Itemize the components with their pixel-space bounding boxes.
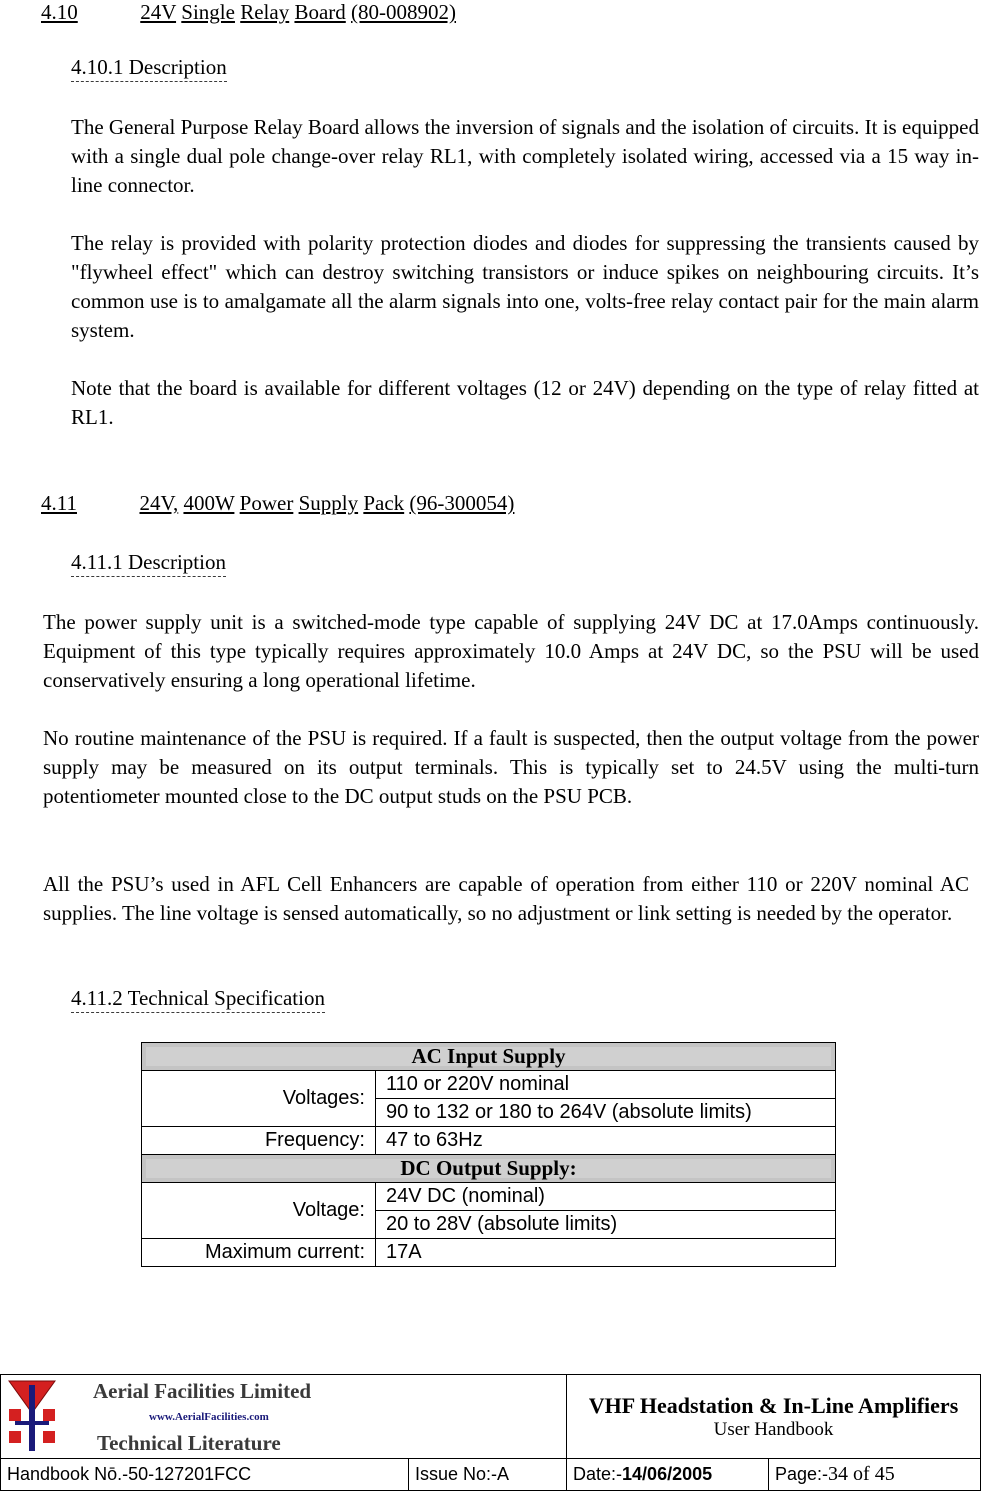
document-subtitle: User Handbook <box>713 1418 834 1440</box>
max-current-value: 17A <box>376 1239 836 1267</box>
title-word: 24V, <box>139 491 179 515</box>
title-word: 400W <box>183 491 235 515</box>
page-cell <box>769 1459 981 1491</box>
voltage-value-1: 24V DC (nominal) <box>376 1183 836 1211</box>
ac-input-header: AC Input Supply <box>142 1043 836 1071</box>
paragraph: All the PSU’s used in AFL Cell Enhancers are capable of operation from either 110 or 220V nominal AC supplies. The line voltage is sensed automatically, so no adjustment or link setting is needed by the operator. <box>43 872 969 925</box>
title-word: Board <box>294 0 346 24</box>
subheading-4-11-1: 4.11.1 Description <box>71 550 226 577</box>
title-word: Relay <box>240 0 290 24</box>
title-word: Pack <box>363 491 405 515</box>
date-value: 14/06/2005 <box>622 1464 713 1484</box>
title-word: Supply <box>298 491 359 515</box>
logo-url: www.AerialFacilities.com <box>149 1411 269 1423</box>
paragraph: The power supply unit is a switched-mode type capable of supplying 24V DC at 17.0Amps continuously. Equipment of this type typically requires approximately 10.0 Amps at 24V DC, so the PSU will be used conservatively ensuring a long operational lifetime. <box>43 610 979 692</box>
title-word: 24V <box>140 0 177 24</box>
voltages-value-2: 90 to 132 or 180 to 264V (absolute limits) <box>376 1099 836 1127</box>
afl-logo-icon <box>3 1375 63 1459</box>
title-word: Power <box>239 491 294 515</box>
section-number: 4.10 <box>41 0 78 24</box>
document-title-cell <box>567 1375 981 1459</box>
subheading-4-11-2: 4.11.2 Technical Specification <box>71 986 325 1013</box>
frequency-value: 47 to 63Hz <box>376 1127 836 1155</box>
paragraph: Note that the board is available for different voltages (12 or 24V) depending on the type of relay fitted at RL1. <box>71 376 979 429</box>
section-number: 4.11 <box>41 491 77 515</box>
page-value: 34 of 45 <box>828 1463 895 1485</box>
company-logo <box>1 1375 567 1459</box>
max-current-label: Maximum current: <box>142 1239 376 1267</box>
voltage-label: Voltage: <box>142 1183 376 1239</box>
page-label: Page:- <box>775 1464 829 1484</box>
section-heading-4-11 <box>41 491 514 516</box>
frequency-label: Frequency: <box>142 1127 376 1155</box>
handbook-number: Handbook Nō.-50-127201FCC <box>1 1459 409 1491</box>
document-title: VHF Headstation & In-Line Amplifiers <box>588 1392 959 1418</box>
paragraph: No routine maintenance of the PSU is required. If a fault is suspected, then the output voltage from the power supply may be measured on its output terminals. This is typically set to 24.5V using the multi-turn potentiometer mounted close to the DC output studs on the PSU PCB. <box>43 726 979 808</box>
voltages-value-1: 110 or 220V nominal <box>376 1071 836 1099</box>
dc-output-header: DC Output Supply: <box>142 1155 836 1183</box>
date-cell <box>567 1459 769 1491</box>
logo-company-name: Aerial Facilities Limited <box>93 1379 312 1403</box>
date-label: Date:- <box>573 1464 623 1484</box>
voltage-value-2: 20 to 28V (absolute limits) <box>376 1211 836 1239</box>
title-word: Single <box>181 0 235 24</box>
voltages-label: Voltages: <box>142 1071 376 1127</box>
logo-tagline: Technical Literature <box>97 1431 281 1455</box>
spec-table <box>141 1042 836 1267</box>
subheading-4-10-1: 4.10.1 Description <box>71 55 227 82</box>
paragraph: The relay is provided with polarity protection diodes and diodes for suppressing the transients caused by "flywheel effect" which can destroy switching transistors or induce spikes on neighbouring circuits. It’s common use is to amalgamate all the alarm signals into one, volts-free relay contact pair for the main alarm system. <box>71 231 979 342</box>
paragraph: The General Purpose Relay Board allows the inversion of signals and the isolation of circuits. It is equipped with a single dual pole change-over relay RL1, with completely isolated wiring, accessed via a 15 way in-line connector. <box>71 115 979 197</box>
title-word: (80-008902) <box>351 0 457 24</box>
section-heading-4-10 <box>41 0 456 25</box>
page-footer <box>0 1374 981 1491</box>
issue-number: Issue No:-A <box>409 1459 567 1491</box>
title-word: (96-300054) <box>409 491 515 515</box>
